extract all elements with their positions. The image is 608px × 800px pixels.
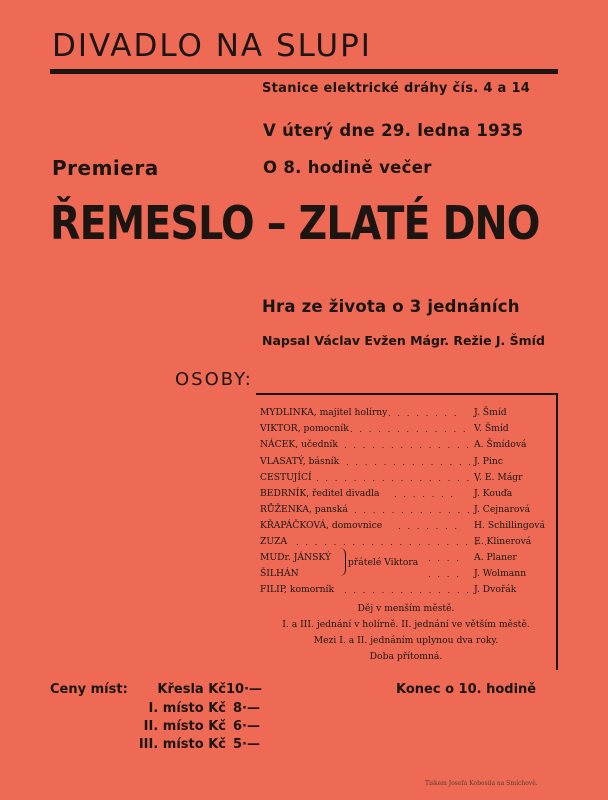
cast-role: ZUZA [260,536,288,547]
cast-role: MUDr. JÁNSKÝ [260,552,332,563]
friends-note: přátelé Viktora [348,557,419,568]
price-category: Křesla Kč [157,682,226,697]
cast-role: FILIP, komorník [260,584,335,595]
cast-role: BEDRNÍK, ředitel divadla [260,488,380,499]
setting-note: Mezi I. a II. jednáním uplynou dva roky. [313,635,499,646]
cast-role: KŘAPÁČKOVÁ, domovnice [260,520,383,531]
cast-actor: J. Wolmann [474,568,527,579]
persons-heading: OSOBY: [175,369,253,390]
cast-role: MYDLINKA, majitel holírny [260,407,388,418]
price-value: 5·— [233,737,260,752]
friends-brace [339,548,346,576]
leader-dots: . . . . . . . [398,522,460,532]
leader-dots: . . . . . . . [394,490,456,500]
leader-dots: . . . . [428,554,461,564]
header-rule [50,69,558,74]
leader-dots: . . . . . . . . . . . . . . [344,441,471,451]
play-subtitle: Hra ze života o 3 jednáních [262,297,520,316]
cast-actor: A. Planer [474,552,517,563]
cast-actor: J. Kouďa [474,488,513,499]
price-category: I. místo Kč [148,701,226,716]
leader-dots: . . . . . . . . . . . . . [354,506,472,516]
cast-actor: A. Šmídová [474,439,527,450]
setting-note: Doba přítomná. [369,651,443,662]
leader-dots: . . . . . . . . . . . . . . . . . . . . . [296,538,489,548]
price-category: II. místo Kč [143,719,226,734]
leader-dots: . . . . . . . . . . . . . . [346,458,473,468]
leader-dots: . . . . . . . . . . . . . [350,425,468,435]
theatre-name: DIVADLO NA SLUPI [52,28,372,64]
cast-role: VIKTOR, pomocník [260,423,349,434]
leader-dots: . . . . . . . . . . . . . . [344,586,471,596]
price-value: 6·— [233,719,260,734]
price-value: 8·— [233,701,260,716]
setting-note: I. a III. jednání v holírně. II. jednání ve větším městě. [282,619,530,630]
cast-role: VLASATÝ, básník [260,456,340,467]
price-category: III. místo Kč [138,737,226,752]
play-title: ŘEMESLO – ZLATÉ DNO [50,196,540,250]
price-value: 10·— [226,682,263,697]
cast-actor: E. Klinerová [474,536,532,547]
premiere-label: Premiera [52,156,159,180]
cast-actor: J. Dvořák [474,584,517,595]
cast-actor: J. Pinc [474,456,503,467]
performance-date: V úterý dne 29. ledna 1935 [263,121,524,140]
credits-line: Napsal Václav Evžen Mágr. Režie J. Šmíd [262,333,545,348]
cast-actor: V. Šmíd [474,423,509,434]
tram-station-line: Stanice elektrické dráhy čís. 4 a 14 [262,81,531,96]
setting-note: Děj v menším městě. [357,603,455,614]
cast-actor: J. Cejnarová [474,504,531,515]
cast-role: CESTUJÍCÍ [260,472,312,483]
cast-role: RŮŽENKA, panská [260,504,348,515]
cast-actor: V. E. Mágr [474,472,523,483]
leader-dots: . . . . . . . . [388,409,459,419]
cast-role: NÁCEK, učedník [260,439,338,450]
cast-actor: J. Šmíd [474,407,507,418]
leader-dots: . . . . [428,570,461,580]
performance-time: O 8. hodině večer [263,158,432,177]
cast-actor: H. Schillingová [474,520,545,531]
end-time: Konec o 10. hodině [396,682,537,697]
cast-role: ŠILHÁN [260,568,299,579]
prices-label: Ceny míst: [50,682,128,697]
printer-credit: Tiskem Josefa Kobosila na Smíchově. [425,780,538,787]
leader-dots: . . . . . . . . . . . . . . . . . . [316,474,481,484]
